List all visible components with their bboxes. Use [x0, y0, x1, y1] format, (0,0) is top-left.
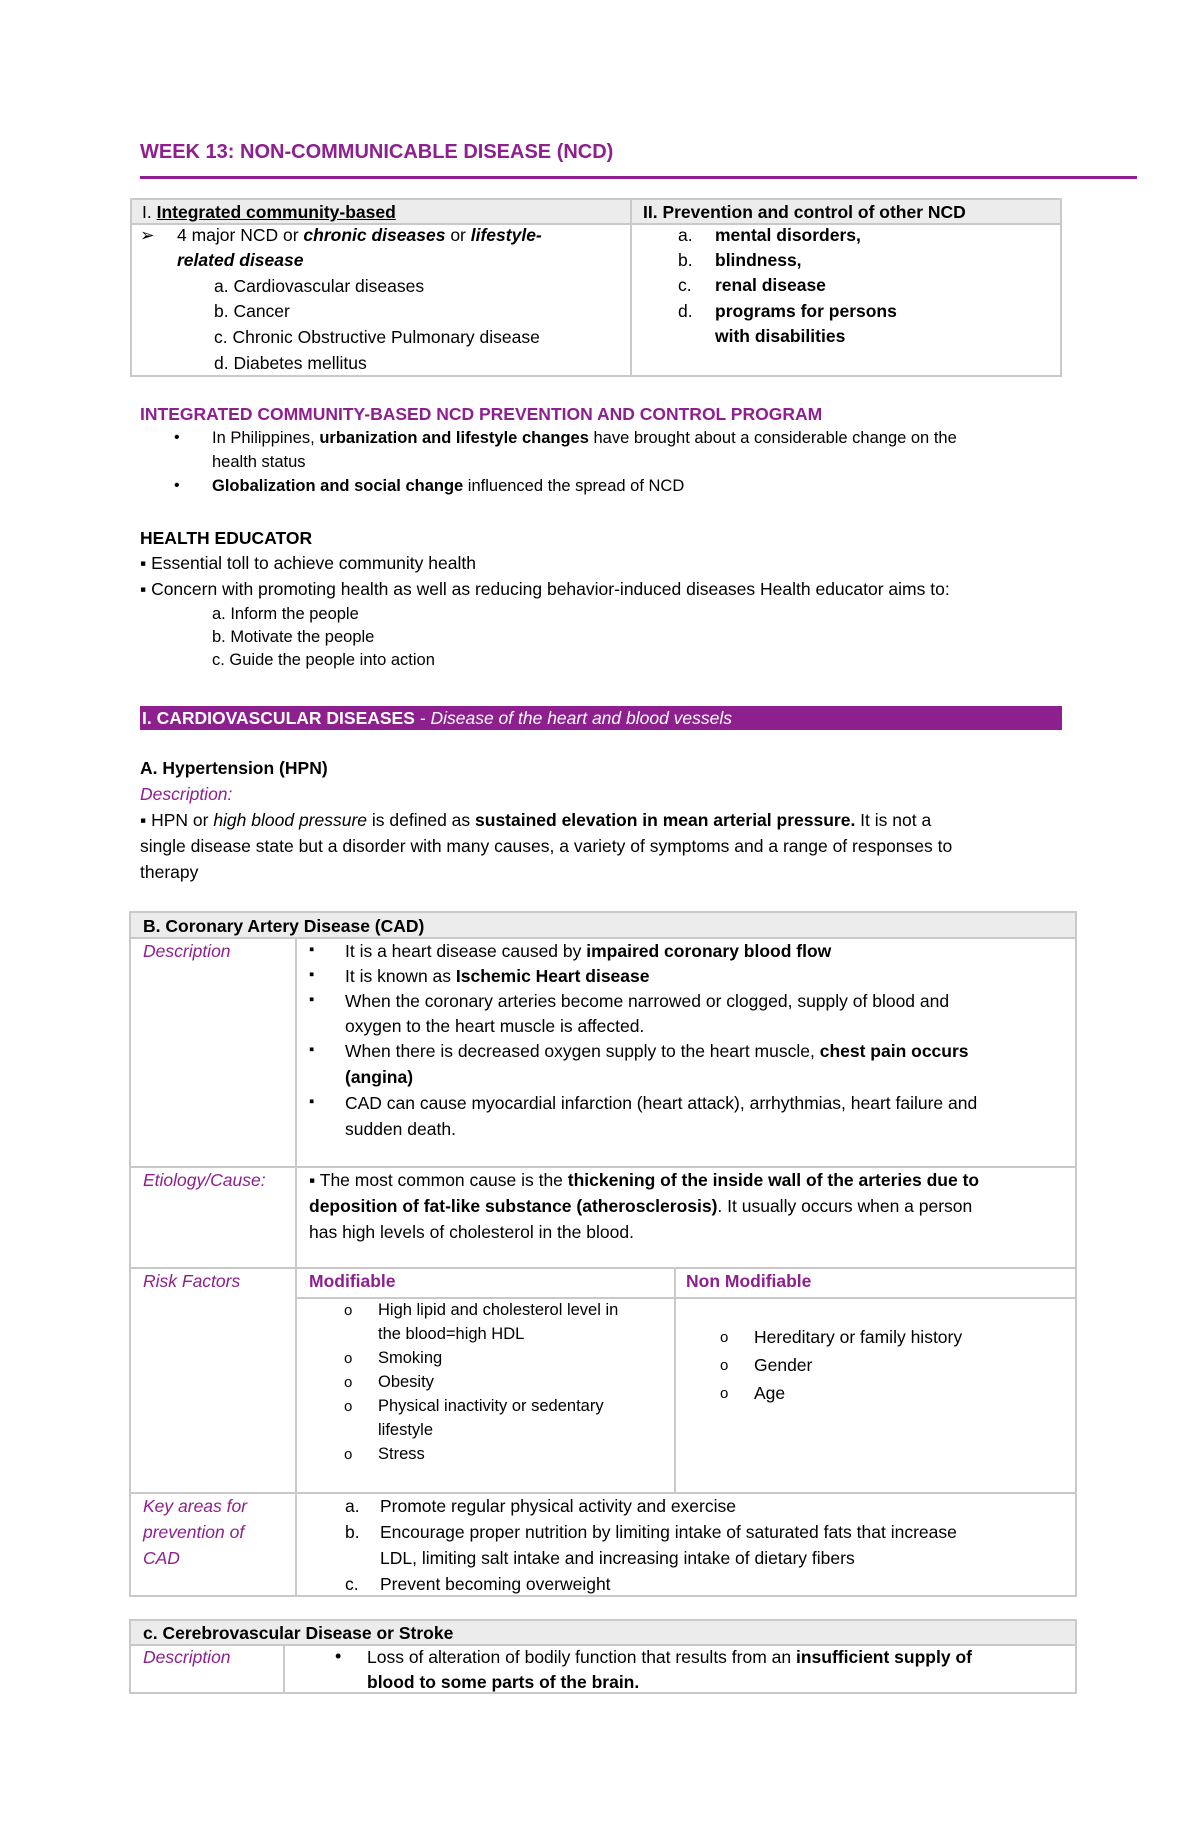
- stroke-desc-line: [367, 1647, 972, 1668]
- non-modifiable-item: Gender: [754, 1355, 813, 1375]
- text: have brought about a considerable change on the: [588, 429, 957, 447]
- col1-header-text: Integrated community-based: [156, 202, 396, 222]
- bullet-circle-icon: o: [344, 1350, 353, 1367]
- cad-desc-item-cont: sudden death.: [345, 1119, 456, 1139]
- intro-emph: lifestyle-: [470, 225, 542, 245]
- cad-desc-item-cont: oxygen to the heart muscle is affected.: [345, 1016, 645, 1036]
- modifiable-item: Obesity: [378, 1373, 434, 1391]
- stroke-heading: c. Cerebrovascular Disease or Stroke: [143, 1623, 454, 1643]
- bullet-circle-icon: o: [344, 1302, 353, 1319]
- col1-intro-cont: related disease: [177, 250, 304, 270]
- emph: insufficient supply of: [795, 1647, 972, 1667]
- cad-desc-item-cont: (angina): [345, 1067, 414, 1087]
- table-rule: [131, 1492, 1075, 1494]
- ncd-overview-table: [130, 198, 1062, 377]
- cad-desc-item: [345, 1041, 969, 1062]
- stroke-desc-line: blood to some parts of the brain.: [367, 1672, 640, 1692]
- intro-text: or: [445, 225, 471, 245]
- list-item-letter: a.: [345, 1496, 360, 1516]
- key-item: Promote regular physical activity and exercise: [380, 1496, 736, 1516]
- title-divider: [140, 176, 1137, 179]
- emph: chest pain occurs: [819, 1041, 969, 1061]
- program-bullet-1-cont: health status: [212, 453, 306, 471]
- list-item-letter: b.: [345, 1522, 360, 1542]
- educator-point-2: ▪ Concern with promoting health as well as reducing behavior-induced diseases Health educator aims to:: [140, 579, 950, 599]
- educator-point-1: ▪ Essential toll to achieve community health: [140, 553, 476, 573]
- page-title: WEEK 13: NON-COMMUNICABLE DISEASE (NCD): [140, 141, 614, 163]
- banner-subtitle: - Disease of the heart and blood vessels: [414, 708, 733, 728]
- text: Loss of alteration of bodily function that results from an: [367, 1647, 796, 1667]
- aim-item: a. Inform the people: [212, 605, 359, 623]
- bullet-square-icon: ▪: [309, 966, 315, 983]
- text: When there is decreased oxygen supply to the heart muscle,: [345, 1041, 820, 1061]
- banner-title: I. CARDIOVASCULAR DISEASES: [142, 708, 415, 728]
- cad-etiology-line: has high levels of cholesterol in the blood.: [309, 1222, 634, 1242]
- modifiable-item: Stress: [378, 1445, 425, 1463]
- cad-heading: B. Coronary Artery Disease (CAD): [143, 916, 425, 936]
- banner-text: [142, 708, 732, 729]
- table-rule: [630, 200, 632, 375]
- stroke-table: [129, 1619, 1077, 1694]
- hpn-desc-line: [140, 810, 931, 831]
- col1-header-prefix: I.: [142, 202, 157, 222]
- list-item: b. Cancer: [214, 301, 290, 321]
- list-item-letter: d.: [678, 301, 693, 321]
- cad-desc-item: CAD can cause myocardial infarction (heart attack), arrhythmias, heart failure and: [345, 1093, 978, 1113]
- program-bullet-1: [212, 429, 957, 448]
- table-rule: [131, 937, 1075, 939]
- emph: Ischemic Heart disease: [455, 966, 650, 986]
- bullet-square-icon: ▪: [309, 1041, 315, 1058]
- stroke-description-label: Description: [143, 1647, 231, 1667]
- emph: Globalization and social change: [212, 477, 464, 495]
- table-rule: [295, 1297, 1075, 1299]
- cad-desc-item: [345, 941, 831, 962]
- hpn-desc-line: single disease state but a disorder with many causes, a variety of symptoms and a range of responses to: [140, 836, 953, 856]
- aim-item: b. Motivate the people: [212, 628, 375, 646]
- col1-intro: [177, 225, 542, 246]
- table-rule: [131, 1644, 1075, 1646]
- key-item: Encourage proper nutrition by limiting intake of saturated fats that increase: [380, 1522, 957, 1542]
- list-item: renal disease: [715, 275, 826, 295]
- table-rule: [131, 1166, 1075, 1168]
- text: . It usually occurs when a person: [717, 1196, 973, 1216]
- list-item: programs for persons: [715, 301, 897, 321]
- list-item-letter: c.: [678, 275, 692, 295]
- intro-emph: chronic diseases: [303, 225, 446, 245]
- text: It is a heart disease caused by: [345, 941, 587, 961]
- aim-item: c. Guide the people into action: [212, 651, 435, 669]
- bullet-circle-icon: o: [344, 1446, 353, 1463]
- program-bullet-2: [212, 477, 684, 496]
- emph: impaired coronary blood flow: [586, 941, 832, 961]
- hpn-heading: A. Hypertension (HPN): [140, 758, 328, 778]
- list-item-letter: c.: [345, 1574, 359, 1594]
- text: ▪ The most common cause is the: [309, 1170, 568, 1190]
- list-item: c. Chronic Obstructive Pulmonary disease: [214, 327, 540, 347]
- text: In Philippines,: [212, 429, 320, 447]
- bullet-dot-icon: •: [174, 429, 180, 446]
- text: ▪ HPN or: [140, 810, 214, 830]
- emph: sustained elevation in mean arterial pressure.: [475, 810, 856, 830]
- modifiable-header: Modifiable: [309, 1271, 396, 1291]
- intro-text: 4 major NCD or: [177, 225, 304, 245]
- key-item-cont: LDL, limiting salt intake and increasing intake of dietary fibers: [380, 1548, 855, 1568]
- modifiable-item: Physical inactivity or sedentary: [378, 1397, 604, 1415]
- bullet-circle-icon: o: [344, 1398, 353, 1415]
- arrow-bullet-icon: ➢: [140, 225, 155, 245]
- list-item-letter: a.: [678, 225, 693, 245]
- bullet-square-icon: ▪: [309, 1093, 315, 1110]
- table-rule: [295, 937, 297, 1595]
- bullet-square-icon: ▪: [309, 991, 315, 1008]
- table-rule: [283, 1644, 285, 1692]
- emph: deposition of fat-like substance (atherosclerosis): [309, 1196, 718, 1216]
- modifiable-item-cont: the blood=high HDL: [378, 1325, 525, 1343]
- cad-etiology-line: [309, 1170, 979, 1191]
- list-item: a. Cardiovascular diseases: [214, 276, 425, 296]
- text: It is not a: [855, 810, 932, 830]
- modifiable-item-cont: lifestyle: [378, 1421, 434, 1439]
- hpn-description-label: Description:: [140, 784, 233, 804]
- bullet-square-icon: ▪: [309, 941, 315, 958]
- cad-table: [129, 911, 1077, 1597]
- list-item-letter: b.: [678, 250, 693, 270]
- text: is defined as: [367, 810, 476, 830]
- bullet-circle-icon: o: [720, 1385, 729, 1402]
- cad-key-label: prevention of: [143, 1522, 245, 1542]
- cad-etiology-line: [309, 1196, 972, 1217]
- bullet-circle-icon: o: [720, 1357, 729, 1374]
- text: It is known as: [345, 966, 456, 986]
- modifiable-item: High lipid and cholesterol level in: [378, 1301, 619, 1319]
- modifiable-item: Smoking: [378, 1349, 443, 1367]
- col2-header: II. Prevention and control of other NCD: [643, 202, 966, 222]
- table-rule: [674, 1267, 676, 1494]
- col1-header: [142, 202, 396, 223]
- list-item: blindness,: [715, 250, 802, 270]
- cad-risk-label: Risk Factors: [143, 1271, 241, 1291]
- cad-key-label: CAD: [143, 1548, 180, 1568]
- emph: high blood pressure: [213, 810, 368, 830]
- table-rule: [131, 1267, 1075, 1269]
- cad-description-label: Description: [143, 941, 231, 961]
- list-item: mental disorders,: [715, 225, 861, 245]
- bullet-dot-icon: •: [335, 1646, 342, 1666]
- program-heading: INTEGRATED COMMUNITY-BASED NCD PREVENTION AND CONTROL PROGRAM: [140, 404, 823, 424]
- text: influenced the spread of NCD: [463, 477, 685, 495]
- list-item-cont: with disabilities: [715, 326, 846, 346]
- bullet-circle-icon: o: [344, 1374, 353, 1391]
- educator-heading: HEALTH EDUCATOR: [140, 528, 313, 548]
- list-item: d. Diabetes mellitus: [214, 353, 367, 373]
- non-modifiable-item: Hereditary or family history: [754, 1327, 963, 1347]
- emph: thickening of the inside wall of the arteries due to: [567, 1170, 980, 1190]
- cad-desc-item: When the coronary arteries become narrowed or clogged, supply of blood and: [345, 991, 950, 1011]
- cad-key-label: Key areas for: [143, 1496, 248, 1516]
- cad-etiology-label: Etiology/Cause:: [143, 1170, 266, 1190]
- key-item: Prevent becoming overweight: [380, 1574, 611, 1594]
- hpn-desc-line: therapy: [140, 862, 199, 882]
- non-modifiable-header: Non Modifiable: [686, 1271, 812, 1291]
- non-modifiable-item: Age: [754, 1383, 786, 1403]
- bullet-dot-icon: •: [174, 477, 180, 494]
- section-banner: [140, 706, 1062, 730]
- bullet-circle-icon: o: [720, 1329, 729, 1346]
- cad-desc-item: [345, 966, 649, 987]
- emph: urbanization and lifestyle changes: [319, 429, 589, 447]
